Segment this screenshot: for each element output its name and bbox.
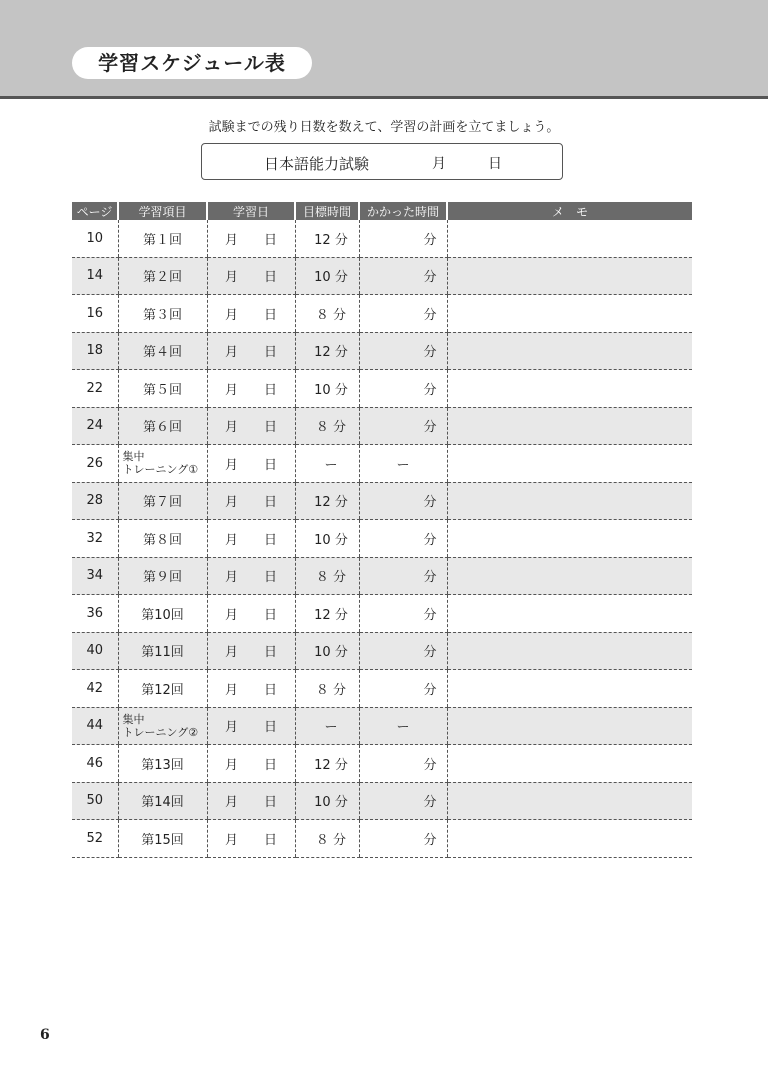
memo-cell[interactable] <box>447 670 692 708</box>
time-spent-cell[interactable]: 分 <box>359 482 447 520</box>
study-day-cell[interactable] <box>207 482 295 520</box>
table-row <box>72 220 692 257</box>
day-label: 日 <box>264 495 278 511</box>
table-row <box>72 595 692 633</box>
page-cell: 40 <box>72 632 118 670</box>
header-page: ページ <box>72 202 118 220</box>
item-cell: 第８回 <box>118 520 207 558</box>
month-label: 月 <box>224 232 238 248</box>
page-number: 6 <box>40 1027 50 1043</box>
page-cell: 32 <box>72 520 118 558</box>
time-spent-cell[interactable]: 分 <box>359 782 447 820</box>
time-spent-cell[interactable]: 分 <box>359 557 447 595</box>
page-cell: 18 <box>72 332 118 370</box>
time-spent-cell[interactable]: 分 <box>359 220 447 257</box>
page-cell: 10 <box>72 220 118 257</box>
target-time-cell: ー <box>295 707 359 745</box>
item-line1: 集中 <box>122 450 145 464</box>
item-cell: 第４回 <box>118 332 207 370</box>
item-cell: 第14回 <box>118 782 207 820</box>
target-time-cell: 12 分 <box>295 595 359 633</box>
memo-cell[interactable] <box>447 820 692 858</box>
memo-cell[interactable] <box>447 707 692 745</box>
target-time-cell: 12 分 <box>295 220 359 257</box>
study-day-cell[interactable] <box>207 220 295 257</box>
time-spent-cell[interactable]: 分 <box>359 745 447 783</box>
day-label: 日 <box>264 720 278 736</box>
time-spent-cell[interactable]: 分 <box>359 257 447 295</box>
month-label: 月 <box>224 832 238 848</box>
study-day-cell[interactable] <box>207 707 295 745</box>
day-label: 日 <box>264 607 278 623</box>
item-line2: トレーニング① <box>122 463 199 477</box>
page-cell: 44 <box>72 707 118 745</box>
memo-cell[interactable] <box>447 557 692 595</box>
target-time-cell: ８ 分 <box>295 670 359 708</box>
month-label: 月 <box>224 495 238 511</box>
header-memo: メ モ <box>447 202 692 220</box>
page-title: 学習スケジュール表 <box>72 47 312 79</box>
page-cell: 52 <box>72 820 118 858</box>
memo-cell[interactable] <box>447 407 692 445</box>
page-cell: 24 <box>72 407 118 445</box>
day-label: 日 <box>264 382 278 398</box>
time-spent-cell[interactable]: ー <box>359 707 447 745</box>
page-cell: 50 <box>72 782 118 820</box>
exam-day-label: 日 <box>488 156 502 172</box>
table-header-row <box>72 202 692 220</box>
time-spent-cell[interactable]: 分 <box>359 332 447 370</box>
exam-date-box <box>201 143 563 180</box>
table-row <box>72 707 692 745</box>
memo-cell[interactable] <box>447 257 692 295</box>
memo-cell[interactable] <box>447 632 692 670</box>
table-row <box>72 445 692 483</box>
month-label: 月 <box>224 570 238 586</box>
item-cell: 第１回 <box>118 220 207 257</box>
table-row <box>72 782 692 820</box>
item-cell: 第10回 <box>118 595 207 633</box>
table-row <box>72 482 692 520</box>
memo-cell[interactable] <box>447 295 692 333</box>
day-label: 日 <box>264 420 278 436</box>
day-label: 日 <box>264 232 278 248</box>
memo-cell[interactable] <box>447 220 692 257</box>
item-cell: 第12回 <box>118 670 207 708</box>
item-cell <box>118 445 207 483</box>
item-line1: 集中 <box>122 712 145 726</box>
exam-name: 日本語能力試験 <box>264 155 370 173</box>
time-spent-cell[interactable]: 分 <box>359 295 447 333</box>
item-cell: 第６回 <box>118 407 207 445</box>
table-row <box>72 370 692 408</box>
month-label: 月 <box>224 457 238 473</box>
time-spent-cell[interactable]: 分 <box>359 670 447 708</box>
page-cell: 16 <box>72 295 118 333</box>
study-day-cell[interactable] <box>207 407 295 445</box>
header-item: 学習項目 <box>118 202 207 220</box>
target-time-cell: ８ 分 <box>295 820 359 858</box>
month-label: 月 <box>224 682 238 698</box>
target-time-cell: 10 分 <box>295 257 359 295</box>
target-time-cell: ー <box>295 445 359 483</box>
page-cell: 28 <box>72 482 118 520</box>
study-day-cell[interactable] <box>207 782 295 820</box>
study-day-cell[interactable] <box>207 595 295 633</box>
month-label: 月 <box>224 720 238 736</box>
page-cell: 26 <box>72 445 118 483</box>
study-day-cell[interactable] <box>207 445 295 483</box>
time-spent-cell[interactable]: 分 <box>359 407 447 445</box>
day-label: 日 <box>264 570 278 586</box>
table-row <box>72 820 692 858</box>
time-spent-cell[interactable]: 分 <box>359 632 447 670</box>
day-label: 日 <box>264 645 278 661</box>
table-row <box>72 670 692 708</box>
table-row <box>72 407 692 445</box>
header-time-spent: かかった時間 <box>359 202 447 220</box>
item-cell: 第２回 <box>118 257 207 295</box>
header-target-time: 目標時間 <box>295 202 359 220</box>
month-label: 月 <box>224 270 238 286</box>
target-time-cell: ８ 分 <box>295 407 359 445</box>
target-time-cell: 12 分 <box>295 332 359 370</box>
target-time-cell: 10 分 <box>295 782 359 820</box>
time-spent-cell[interactable]: 分 <box>359 595 447 633</box>
memo-cell[interactable] <box>447 445 692 483</box>
month-label: 月 <box>224 532 238 548</box>
item-cell: 第15回 <box>118 820 207 858</box>
memo-cell[interactable] <box>447 370 692 408</box>
study-day-cell[interactable] <box>207 670 295 708</box>
table-row <box>72 257 692 295</box>
study-day-cell[interactable] <box>207 370 295 408</box>
memo-cell[interactable] <box>447 332 692 370</box>
table-row <box>72 520 692 558</box>
table-row <box>72 332 692 370</box>
item-line2: トレーニング② <box>122 725 199 739</box>
month-label: 月 <box>224 607 238 623</box>
page-cell: 42 <box>72 670 118 708</box>
page-cell: 22 <box>72 370 118 408</box>
memo-cell[interactable] <box>447 745 692 783</box>
month-label: 月 <box>224 382 238 398</box>
day-label: 日 <box>264 457 278 473</box>
table-row <box>72 745 692 783</box>
page-cell: 36 <box>72 595 118 633</box>
exam-month-label: 月 <box>432 156 446 172</box>
month-label: 月 <box>224 345 238 361</box>
page-cell: 34 <box>72 557 118 595</box>
table-row <box>72 632 692 670</box>
instruction-text: 試験までの残り日数を数えて、学習の計画を立てましょう。 <box>208 120 560 135</box>
time-spent-cell[interactable]: 分 <box>359 370 447 408</box>
day-label: 日 <box>264 532 278 548</box>
day-label: 日 <box>264 307 278 323</box>
study-day-cell[interactable] <box>207 557 295 595</box>
item-cell: 第５回 <box>118 370 207 408</box>
target-time-cell: 12 分 <box>295 482 359 520</box>
month-label: 月 <box>224 307 238 323</box>
month-label: 月 <box>224 757 238 773</box>
target-time-cell: 10 分 <box>295 632 359 670</box>
schedule-table <box>72 202 692 858</box>
item-cell: 第13回 <box>118 745 207 783</box>
memo-cell[interactable] <box>447 595 692 633</box>
target-time-cell: ８ 分 <box>295 295 359 333</box>
target-time-cell: 10 分 <box>295 370 359 408</box>
table-row <box>72 557 692 595</box>
month-label: 月 <box>224 645 238 661</box>
header-band <box>0 0 768 99</box>
day-label: 日 <box>264 270 278 286</box>
item-cell: 第９回 <box>118 557 207 595</box>
month-label: 月 <box>224 420 238 436</box>
memo-cell[interactable] <box>447 782 692 820</box>
header-study-day: 学習日 <box>207 202 295 220</box>
memo-cell[interactable] <box>447 482 692 520</box>
study-day-cell[interactable] <box>207 332 295 370</box>
item-cell: 第３回 <box>118 295 207 333</box>
day-label: 日 <box>264 682 278 698</box>
study-day-cell[interactable] <box>207 820 295 858</box>
item-cell: 第７回 <box>118 482 207 520</box>
item-cell <box>118 707 207 745</box>
day-label: 日 <box>264 757 278 773</box>
study-day-cell[interactable] <box>207 632 295 670</box>
study-day-cell[interactable] <box>207 520 295 558</box>
target-time-cell: 12 分 <box>295 745 359 783</box>
target-time-cell: ８ 分 <box>295 557 359 595</box>
time-spent-cell[interactable]: 分 <box>359 520 447 558</box>
target-time-cell: 10 分 <box>295 520 359 558</box>
time-spent-cell[interactable]: ー <box>359 445 447 483</box>
day-label: 日 <box>264 795 278 811</box>
day-label: 日 <box>264 345 278 361</box>
day-label: 日 <box>264 832 278 848</box>
study-day-cell[interactable] <box>207 257 295 295</box>
page-cell: 14 <box>72 257 118 295</box>
month-label: 月 <box>224 795 238 811</box>
item-cell: 第11回 <box>118 632 207 670</box>
page-cell: 46 <box>72 745 118 783</box>
table-row <box>72 295 692 333</box>
time-spent-cell[interactable]: 分 <box>359 820 447 858</box>
memo-cell[interactable] <box>447 520 692 558</box>
study-day-cell[interactable] <box>207 295 295 333</box>
study-day-cell[interactable] <box>207 745 295 783</box>
